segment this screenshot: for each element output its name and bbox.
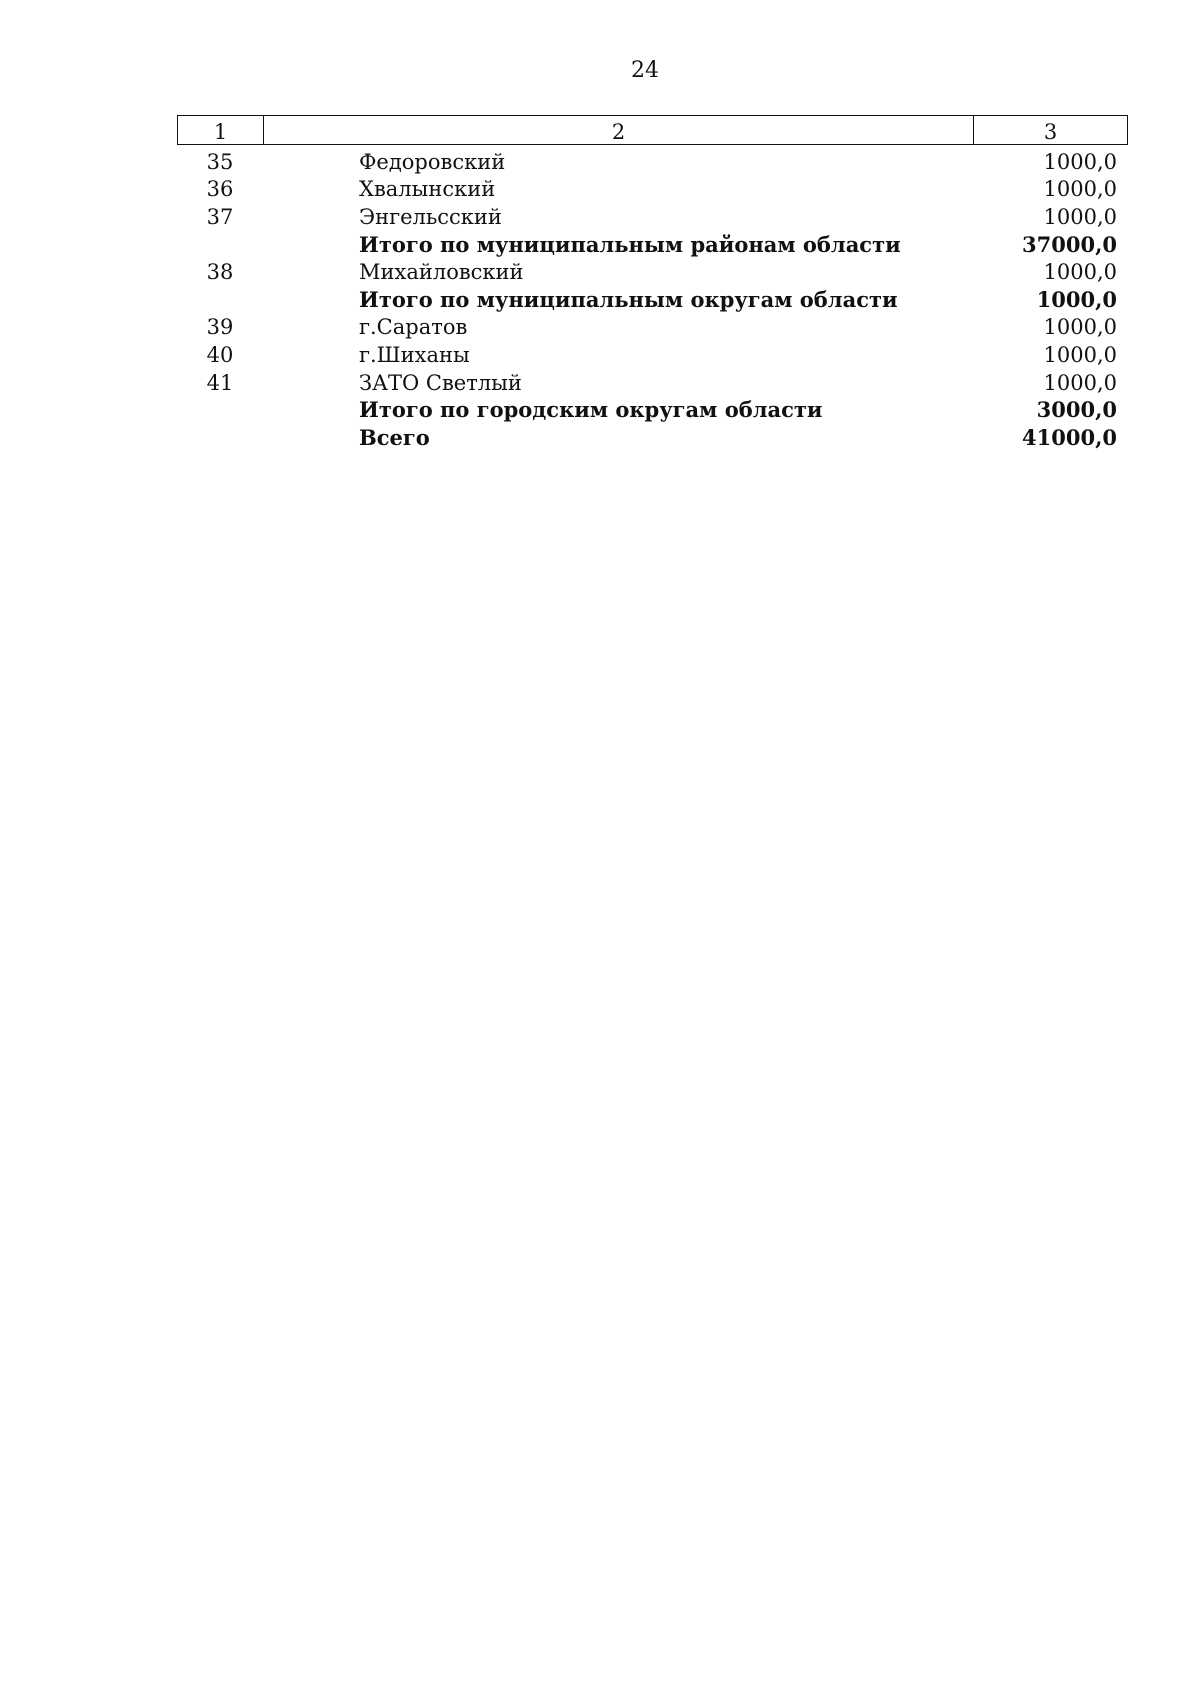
row-value: 1000,0 bbox=[1036, 286, 1117, 312]
row-value: 1000,0 bbox=[1043, 204, 1117, 229]
row-name: г.Саратов bbox=[359, 315, 468, 340]
table-row bbox=[177, 203, 1128, 231]
table-body bbox=[177, 148, 1128, 452]
row-name: ЗАТО Светлый bbox=[359, 370, 522, 395]
row-name: г.Шиханы bbox=[359, 342, 470, 367]
table-row-subtotal bbox=[177, 396, 1128, 424]
row-number: 38 bbox=[206, 260, 234, 285]
row-number: 40 bbox=[206, 342, 234, 367]
table-row bbox=[177, 176, 1128, 204]
row-name: Итого по муниципальным округам области bbox=[359, 286, 898, 312]
row-value: 1000,0 bbox=[1043, 342, 1117, 367]
table-row bbox=[177, 148, 1128, 176]
row-value: 3000,0 bbox=[1036, 397, 1117, 423]
row-name: Всего bbox=[359, 424, 430, 450]
row-value: 1000,0 bbox=[1043, 177, 1117, 202]
table-row bbox=[177, 369, 1128, 397]
row-value: 1000,0 bbox=[1043, 370, 1117, 395]
row-name: Хвалынский bbox=[359, 177, 496, 202]
row-value: 1000,0 bbox=[1043, 149, 1117, 174]
column-header-1: 1 bbox=[178, 116, 264, 144]
table-row-subtotal bbox=[177, 231, 1128, 259]
table-header bbox=[177, 115, 1128, 145]
row-value: 1000,0 bbox=[1043, 260, 1117, 285]
table-row-subtotal bbox=[177, 286, 1128, 314]
row-name: Михайловский bbox=[359, 260, 524, 285]
row-value: 37000,0 bbox=[1022, 231, 1117, 257]
row-name: Итого по городским округам области bbox=[359, 397, 823, 423]
row-number: 36 bbox=[206, 177, 234, 202]
row-value: 1000,0 bbox=[1043, 315, 1117, 340]
table-row-grand-total bbox=[177, 424, 1128, 452]
row-number: 35 bbox=[206, 149, 234, 174]
table-row bbox=[177, 258, 1128, 286]
row-number: 41 bbox=[206, 370, 234, 395]
row-value: 41000,0 bbox=[1022, 424, 1117, 450]
table-row bbox=[177, 314, 1128, 342]
table-row bbox=[177, 341, 1128, 369]
column-header-2: 2 bbox=[264, 116, 974, 144]
column-header-3: 3 bbox=[1043, 120, 1058, 144]
row-name: Федоровский bbox=[359, 149, 506, 174]
row-name: Итого по муниципальным районам области bbox=[359, 231, 901, 257]
row-name: Энгельсский bbox=[359, 204, 502, 229]
row-number: 39 bbox=[206, 315, 234, 340]
page-number: 24 bbox=[631, 58, 659, 83]
row-number: 37 bbox=[206, 204, 234, 229]
